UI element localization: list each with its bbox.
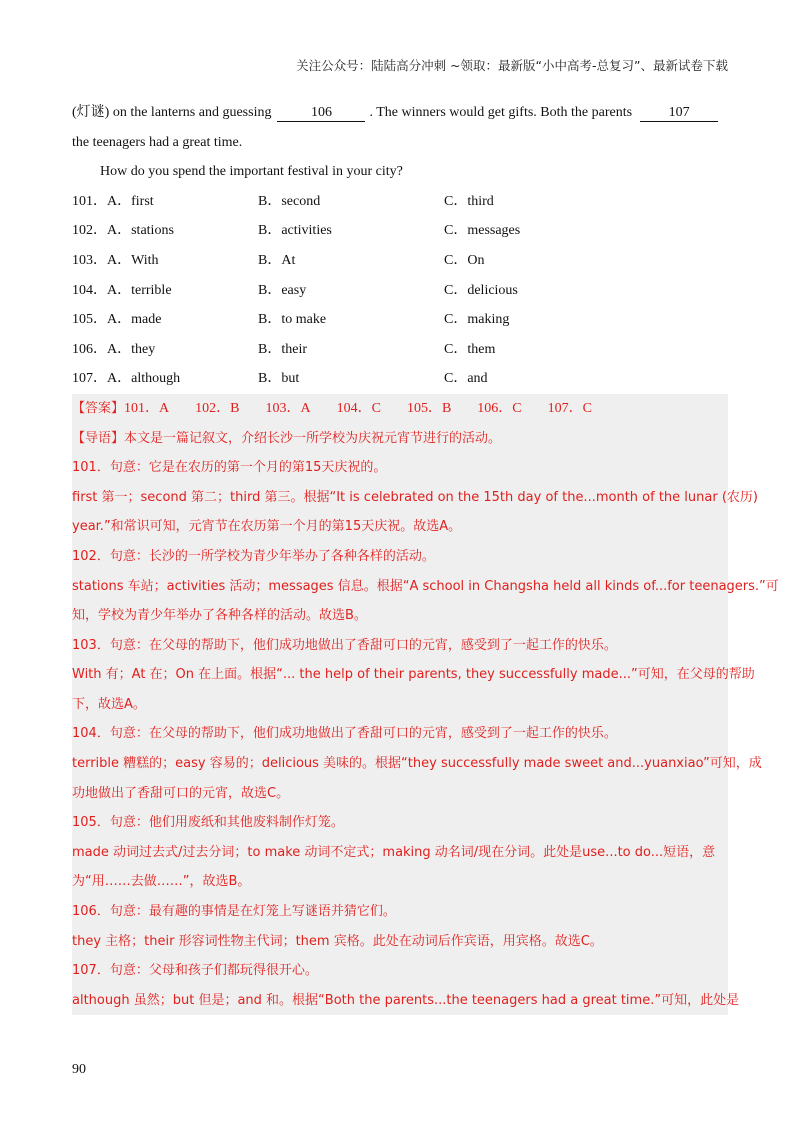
option-c: C．messages: [444, 223, 521, 239]
passage-question: How do you spend the important festival in your city?: [100, 164, 403, 180]
option-b: B．easy: [258, 282, 307, 298]
answer-key: [72, 394, 728, 424]
option-b: B．but: [258, 371, 300, 387]
explanation-line: 104．句意：在父母的帮助下，他们成功地做出了香甜可口的元宵，感受到了一起工作的快乐。: [72, 726, 617, 742]
passage-text: (灯谜) on the lanterns and guessing: [72, 105, 272, 120]
option-a: 107．A．although: [72, 371, 181, 387]
option-c: C．third: [444, 193, 494, 209]
option-a: 104．A．terrible: [72, 282, 172, 298]
explanation-line: 106．句意：最有趣的事情是在灯笼上写谜语并猜它们。: [72, 904, 396, 920]
option-b: B．second: [258, 193, 321, 209]
explanation-line: 下，故选A。: [72, 696, 146, 712]
passage-text: . The winners would get gifts. Both the parents: [369, 105, 633, 120]
explanation-line: 功地做出了香甜可口的元宵，故选C。: [72, 785, 290, 801]
explanation-line: made 动词过去式/过去分词；to make 动词不定式；making 动名词/现在分词。此处是use...to do...短语，意: [72, 844, 716, 860]
option-a: 102．A．stations: [72, 223, 174, 239]
explanation-line: 101．句意：它是在农历的第一个月的第15天庆祝的。: [72, 460, 387, 476]
answer-item: 103．A: [265, 400, 311, 416]
explanation-line: 【导语】本文是一篇记叙文，介绍长沙一所学校为庆祝元宵节进行的活动。: [72, 430, 502, 446]
explanation-line: 102．句意：长沙的一所学校为青少年举办了各种各样的活动。: [72, 548, 435, 564]
option-b: B．activities: [258, 223, 332, 239]
page-header: 关注公众号：陆陆高分冲刺 ~领取：最新版“小中高考-总复习”、最新试卷下载: [296, 58, 728, 73]
blank-107: 107: [640, 104, 718, 122]
option-c: C．and: [444, 371, 488, 387]
answer-section: [72, 394, 779, 1015]
passage-line-1: [72, 98, 728, 128]
answer-item: 106．C: [477, 400, 522, 416]
option-row: [72, 216, 728, 246]
page-number: 90: [72, 1062, 86, 1077]
explanation-line: year.”和常识可知，元宵节在农历第一个月的第15天庆祝。故选A。: [72, 519, 462, 535]
explanation-line: 为“用……去做……”，故选B。: [72, 874, 251, 890]
answer-item: 102．B: [195, 400, 240, 416]
passage-line-2: the teenagers had a great time.: [72, 134, 243, 150]
option-row: [72, 364, 728, 394]
explanation-line: although 虽然；but 但是；and 和。根据“Both the parents...the teenagers had a great time.”可知，此处是: [72, 992, 740, 1008]
explanation-line: they 主格；their 形容词性物主代词；them 宾格。此处在动词后作宾语，用宾格。故选C。: [72, 933, 603, 949]
option-a: 103．A．With: [72, 252, 159, 268]
answer-item: 104．C: [336, 400, 381, 416]
answer-item: 101．A: [124, 400, 170, 416]
explanation-line: 知，学校为青少年举办了各种各样的活动。故选B。: [72, 608, 367, 624]
option-a: 105．A．made: [72, 312, 162, 328]
options-list: [72, 187, 728, 394]
option-a: 101．A．first: [72, 193, 154, 209]
option-c: C．them: [444, 341, 496, 357]
option-row: [72, 187, 728, 217]
answer-label: 【答案】: [72, 400, 125, 416]
option-b: B．to make: [258, 312, 327, 328]
explanation-line: terrible 糟糕的；easy 容易的；delicious 美味的。根据“they successfully made sweet and...yuanxiao”可知，成: [72, 756, 762, 772]
option-b: B．At: [258, 252, 296, 268]
explanation-line: 103．句意：在父母的帮助下，他们成功地做出了香甜可口的元宵，感受到了一起工作的快乐。: [72, 637, 617, 653]
explanation-line: 107．句意：父母和孩子们都玩得很开心。: [72, 963, 318, 979]
blank-106: 106: [277, 104, 365, 122]
explanation-line: stations 车站；activities 活动；messages 信息。根据“A school in Changsha held all kinds of...for teenagers.”可: [72, 578, 779, 594]
option-b: B．their: [258, 341, 307, 357]
explanation-line: With 有；At 在；On 在上面。根据“... the help of their parents, they successfully made...”可知，在父母的帮助: [72, 667, 755, 683]
answer-item: 107．C: [547, 400, 592, 416]
option-row: [72, 335, 728, 365]
option-c: C．making: [444, 312, 510, 328]
option-row: [72, 276, 728, 306]
page-content: [72, 98, 779, 1015]
option-a: 106．A．they: [72, 341, 156, 357]
option-c: C．delicious: [444, 282, 518, 298]
option-c: C．On: [444, 252, 485, 268]
option-row: [72, 246, 728, 276]
option-row: [72, 305, 728, 335]
explanation-line: first 第一；second 第二；third 第三。根据“It is celebrated on the 15th day of the...month of the lunar (农历): [72, 489, 758, 505]
explanation-line: 105．句意：他们用废纸和其他废料制作灯笼。: [72, 815, 344, 831]
answer-item: 105．B: [406, 400, 452, 416]
